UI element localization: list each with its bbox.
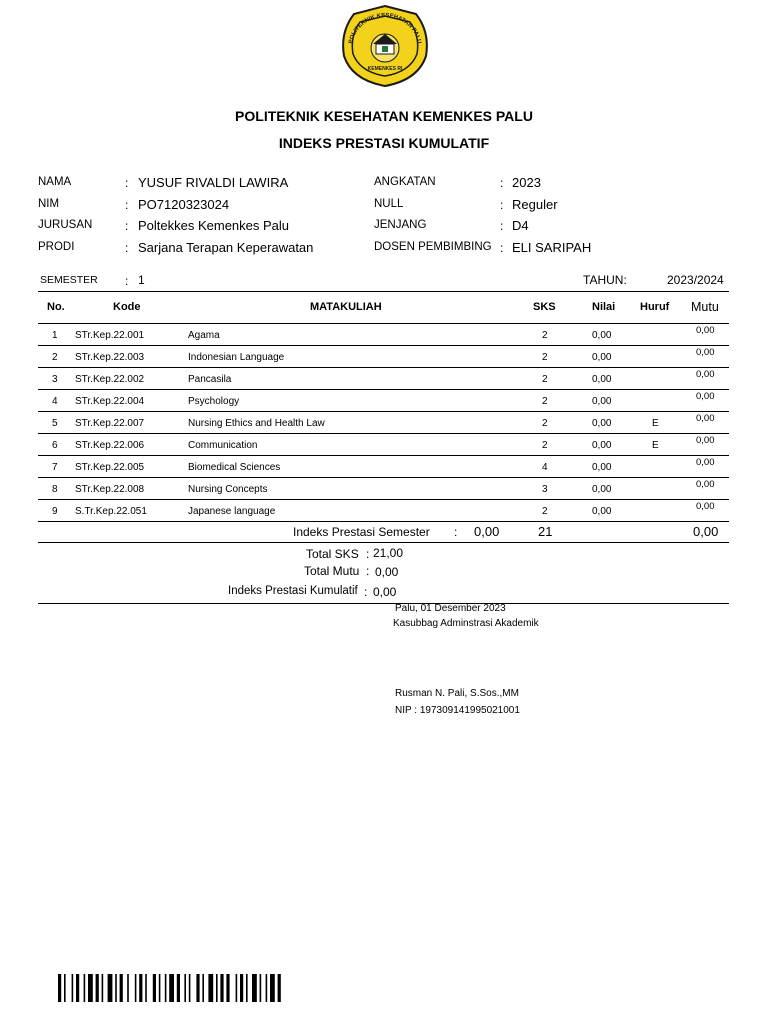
row-mutu: 0,00 [696, 501, 715, 512]
row-nilai: 0,00 [592, 484, 612, 495]
barcode-bar [84, 974, 86, 1002]
table-row [38, 390, 729, 412]
student-prodi: Sarjana Terapan Keperawatan [138, 240, 314, 255]
barcode-bar [220, 974, 223, 1002]
barcode-bar [96, 974, 99, 1002]
row-kode: STr.Kep.22.006 [75, 440, 145, 451]
row-matakuliah: Pancasila [188, 374, 232, 385]
barcode-bar [115, 974, 117, 1002]
row-sks: 2 [542, 374, 548, 385]
angkatan-label: ANGKATAN [374, 176, 436, 188]
tahun-label: TAHUN: [583, 273, 627, 287]
row-sks: 2 [542, 440, 548, 451]
row-nilai: 0,00 [592, 374, 612, 385]
row-no: 1 [52, 330, 58, 341]
barcode-bar [120, 974, 123, 1002]
ips-label: Indeks Prestasi Semester [293, 525, 430, 539]
total-sks-value: 21,00 [373, 546, 404, 560]
barcode-bar [169, 974, 174, 1002]
row-huruf: E [652, 440, 659, 451]
barcode-bar [102, 974, 104, 1002]
barcode-bar [139, 974, 142, 1002]
student-nim: PO7120323024 [138, 197, 230, 212]
barcode-bar [184, 974, 186, 1002]
prodi-label: PRODI [38, 241, 75, 253]
row-mutu: 0,00 [696, 457, 715, 468]
header-nilai: Nilai [592, 301, 616, 313]
row-nilai: 0,00 [592, 462, 612, 473]
student-jenjang: D4 [512, 218, 529, 233]
barcode-bar [208, 974, 213, 1002]
row-mutu: 0,00 [696, 479, 715, 490]
table-row [38, 368, 729, 390]
barcode-bar [216, 974, 218, 1002]
null-label: NULL [374, 198, 404, 210]
barcode-bar [58, 974, 61, 1002]
row-no: 2 [52, 352, 58, 363]
row-no: 8 [52, 484, 58, 495]
row-kode: S.Tr.Kep.22.051 [75, 506, 147, 517]
barcode-bar [236, 974, 238, 1002]
header-mutu: Mutu [691, 300, 719, 314]
barcode-bar [135, 974, 137, 1002]
student-angkatan: 2023 [512, 175, 541, 190]
signer-position: Kasubbag Adminstrasi Akademik [393, 618, 539, 629]
row-sks: 2 [542, 418, 548, 429]
summary-rule [38, 542, 729, 543]
table-row [38, 434, 729, 456]
row-kode: STr.Kep.22.005 [75, 462, 145, 473]
row-no: 4 [52, 396, 58, 407]
row-matakuliah: Indonesian Language [188, 352, 285, 363]
ips-mutu: 0,00 [693, 524, 719, 539]
barcode-bar [159, 974, 161, 1002]
row-sks: 3 [542, 484, 548, 495]
row-nilai: 0,00 [592, 396, 612, 407]
place-date: Palu, 01 Desember 2023 [395, 603, 506, 614]
barcode-bar [88, 974, 93, 1002]
student-name: YUSUF RIVALDI LAWIRA [138, 175, 289, 190]
barcode-bar [153, 974, 156, 1002]
row-sks: 2 [542, 330, 548, 341]
row-mutu: 0,00 [696, 435, 715, 446]
row-nilai: 0,00 [592, 440, 612, 451]
barcode-bar [189, 974, 191, 1002]
student-dosen: ELI SARIPAH [512, 240, 592, 255]
barcode-bar [145, 974, 147, 1002]
tahun-value: 2023/2024 [667, 273, 724, 287]
barcode [58, 974, 408, 1002]
table-row [38, 412, 729, 434]
barcode-bar [64, 974, 66, 1002]
barcode-bar [260, 974, 262, 1002]
row-matakuliah: Japanese language [188, 506, 276, 517]
row-matakuliah: Agama [188, 330, 220, 341]
row-matakuliah: Communication [188, 440, 258, 451]
dosen-label: DOSEN PEMBIMBING [374, 241, 492, 253]
row-kode: STr.Kep.22.007 [75, 418, 145, 429]
row-mutu: 0,00 [696, 413, 715, 424]
bottom-rule [38, 603, 729, 604]
semester-value: 1 [138, 273, 145, 287]
header-kode: Kode [113, 301, 141, 313]
row-nilai: 0,00 [592, 330, 612, 341]
row-sks: 2 [542, 506, 548, 517]
barcode-bar [270, 974, 275, 1002]
row-nilai: 0,00 [592, 506, 612, 517]
barcode-bar [165, 974, 167, 1002]
barcode-bar [108, 974, 113, 1002]
total-mutu-label: Total Mutu [304, 564, 360, 578]
barcode-bar [202, 974, 204, 1002]
name-label: NAMA [38, 176, 72, 188]
barcode-bar [246, 974, 248, 1002]
barcode-bar [177, 974, 180, 1002]
table-row [38, 478, 729, 500]
ipk-label: Indeks Prestasi Kumulatif [228, 585, 358, 597]
row-mutu: 0,00 [696, 369, 715, 380]
row-matakuliah: Nursing Concepts [188, 484, 268, 495]
nim-label: NIM [38, 198, 60, 210]
row-nilai: 0,00 [592, 418, 612, 429]
logo-arc-text: POLITEKNIK KESEHATAN PALU [348, 12, 422, 45]
ipk-value: 0,00 [373, 585, 397, 599]
signer-name: Rusman N. Pali, S.Sos.,MM [395, 688, 519, 699]
row-no: 6 [52, 440, 58, 451]
table-row [38, 346, 729, 368]
semester-label: SEMESTER [40, 274, 98, 286]
header-huruf: Huruf [640, 301, 670, 313]
row-no: 9 [52, 506, 58, 517]
barcode-bar [252, 974, 257, 1002]
student-null-value: Reguler [512, 197, 558, 212]
row-huruf: E [652, 418, 659, 429]
jenjang-label: JENJANG [374, 219, 427, 231]
row-sks: 4 [542, 462, 548, 473]
institution-name: POLITEKNIK KESEHATAN KEMENKES PALU [235, 108, 533, 124]
row-no: 5 [52, 418, 58, 429]
ips-sks: 21 [538, 524, 553, 539]
row-kode: STr.Kep.22.003 [75, 352, 145, 363]
barcode-bar [196, 974, 199, 1002]
table-top-rule [38, 291, 729, 292]
institution-logo [338, 4, 432, 88]
row-kode: STr.Kep.22.002 [75, 374, 145, 385]
barcode-bar [72, 974, 74, 1002]
row-kode: STr.Kep.22.001 [75, 330, 145, 341]
jurusan-label: JURUSAN [38, 219, 93, 231]
row-mutu: 0,00 [696, 391, 715, 402]
barcode-bar [240, 974, 243, 1002]
row-kode: STr.Kep.22.008 [75, 484, 145, 495]
barcode-bar [278, 974, 281, 1002]
barcode-bar [127, 974, 129, 1002]
logo-bottom-text: KEMENKES RI [367, 66, 403, 72]
table-row [38, 324, 729, 346]
header-no: No. [47, 301, 65, 313]
row-no: 3 [52, 374, 58, 385]
total-sks-label: Total SKS [306, 547, 359, 561]
barcode-bar [76, 974, 79, 1002]
total-mutu-value: 0,00 [375, 565, 399, 579]
document-title: INDEKS PRESTASI KUMULATIF [278, 135, 490, 151]
row-matakuliah: Psychology [188, 396, 240, 407]
row-kode: STr.Kep.22.004 [75, 396, 145, 407]
barcode-bar [266, 974, 268, 1002]
row-matakuliah: Nursing Ethics and Health Law [188, 418, 325, 429]
header-sks: SKS [533, 301, 556, 313]
signer-nip: NIP : 197309141995021001 [395, 705, 520, 716]
row-nilai: 0,00 [592, 352, 612, 363]
row-matakuliah: Biomedical Sciences [188, 462, 281, 473]
table-row [38, 456, 729, 478]
barcode-bar [226, 974, 229, 1002]
row-sks: 2 [542, 396, 548, 407]
row-mutu: 0,00 [696, 325, 715, 336]
student-jurusan: Poltekkes Kemenkes Palu [138, 218, 290, 233]
table-row [38, 500, 729, 522]
row-mutu: 0,00 [696, 347, 715, 358]
header-matakuliah: MATAKULIAH [310, 301, 382, 313]
row-no: 7 [52, 462, 58, 473]
ips-value: 0,00 [474, 524, 500, 539]
row-sks: 2 [542, 352, 548, 363]
